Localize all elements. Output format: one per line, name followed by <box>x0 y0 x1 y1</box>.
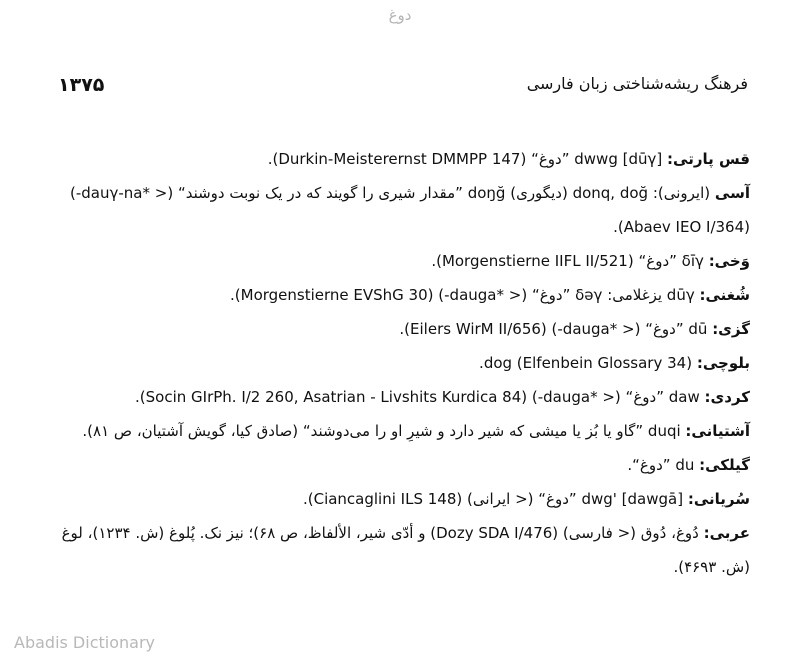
entry-gazi <box>50 312 750 346</box>
entry-lang: قس پارتی: <box>667 150 750 168</box>
entry-lang: کردی: <box>704 388 750 406</box>
entry-lang: گیلکی: <box>699 456 750 474</box>
watermark-word: دوغ <box>388 6 412 24</box>
page-number: ۱۳۷۵ <box>58 74 105 96</box>
entry-text: dwg' [dawgā] ”دوغ“ (< ایرانی) (Ciancaglini ILS 148). <box>302 490 684 508</box>
entry-kurdish <box>50 380 750 414</box>
entry-lang: وَخی: <box>708 252 750 270</box>
entry-text: δīγ ”دوغ“ (Morgenstierne IIFL II/521). <box>431 252 704 270</box>
entry-text: dog (Elfenbein Glossary 34). <box>479 354 693 372</box>
site-watermark: Abadis Dictionary <box>14 633 155 652</box>
entry-lang: عربی: <box>703 524 750 542</box>
entry-lang: آشتیانی: <box>685 422 750 440</box>
entry-text: (ایرونی): donq, doğ (دیگوری) doŋğ ”مقدار شیری را گویند که در یک نوبت دوشند“ (< *dauγ-na-) (Abaev IEO I/364). <box>70 184 750 236</box>
entry-shughni <box>50 278 750 312</box>
entry-lang: شُغنی: <box>699 286 750 304</box>
entry-arabic <box>50 516 750 584</box>
entry-text: du ”دوغ“. <box>627 456 695 474</box>
book-title: فرهنگ ریشه‌شناختی زبان فارسی <box>526 74 748 93</box>
entry-lang: سُریانی: <box>687 490 750 508</box>
entry-text: [dūγ] dwwg ”دوغ“ (Durkin-Meisterernst DMMPP 147). <box>267 150 663 168</box>
entry-ashtiani <box>50 414 750 448</box>
entry-text: dūγ یزغلامی: δəγ ”دوغ“ (< *dauga-) (Morgenstierne EVShG 30). <box>230 286 695 304</box>
entry-lang: بلوچی: <box>696 354 750 372</box>
entry-ossetic <box>50 176 750 244</box>
entry-text: دُوغ، دُوق (< فارسی) (Dozy SDA I/476) و أدّی شیر، الألفاظ، ص ۶۸)؛ نیز نک. پُلوغ (ش. ۱۲۳۴)، لوغ (ش. ۴۶۹۳). <box>61 524 750 576</box>
entry-syriac <box>50 482 750 516</box>
entry-text: dū ”دوغ“ (< *dauga-) (Eilers WirM II/656). <box>399 320 708 338</box>
entry-wakhi <box>50 244 750 278</box>
entry-balochi <box>50 346 750 380</box>
entry-list <box>50 142 750 584</box>
entry-gilaki <box>50 448 750 482</box>
entry-text: daw ”دوغ“ (< *dauga-) (Socin GIrPh. I/2 260, Asatrian - Livshits Kurdica 84). <box>135 388 700 406</box>
entry-text: duqi ”گاو یا بُز یا میشی که شیر دارد و شیرِ او را می‌دوشند“ (صادق کیا، گویش آشتیان، ص ۸۱). <box>82 422 681 440</box>
entry-parthian <box>50 142 750 176</box>
entry-lang: گزی: <box>712 320 750 338</box>
entry-lang: آسی <box>714 184 750 202</box>
